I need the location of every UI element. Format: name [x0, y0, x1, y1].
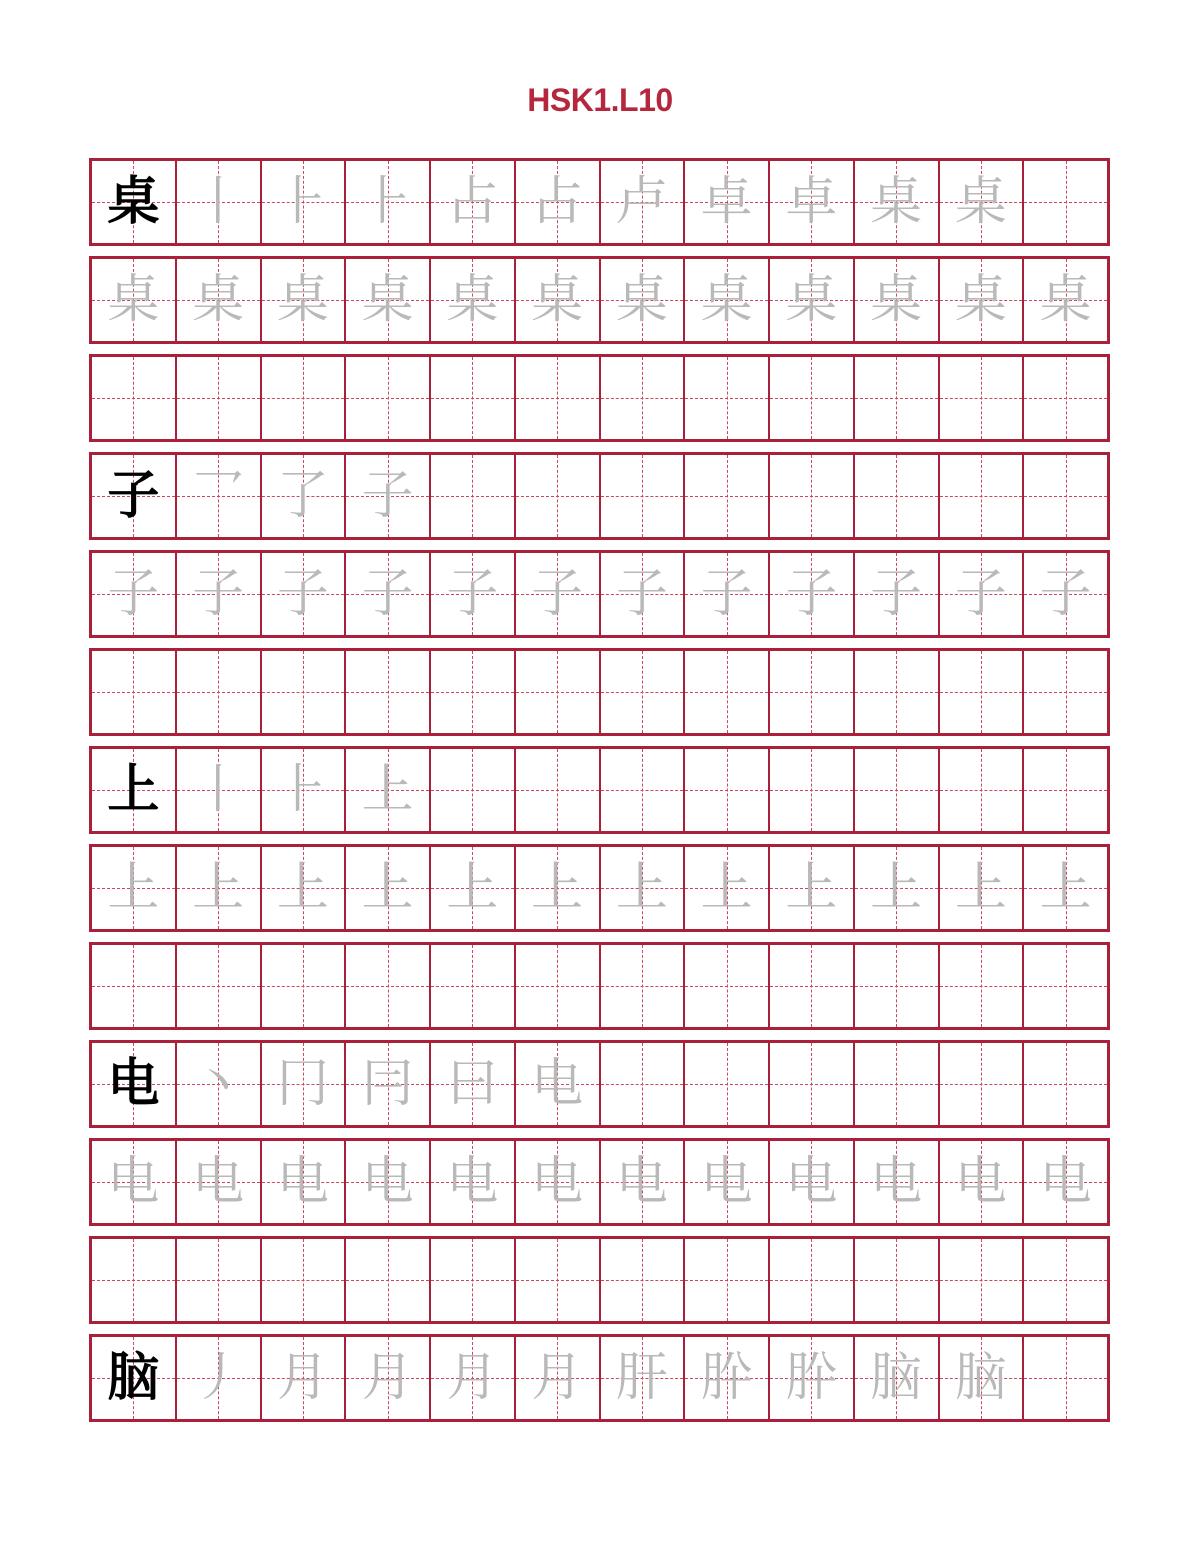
practice-cell	[344, 161, 429, 243]
model-character: 桌	[107, 171, 160, 232]
practice-cell	[768, 1337, 853, 1419]
trace-character: 桌	[276, 270, 329, 330]
blank-cell	[92, 651, 175, 733]
blank-cell	[853, 357, 938, 439]
trace-character: 上	[446, 858, 499, 918]
trace-character: 子	[870, 564, 923, 624]
trace-character: 电	[785, 1152, 838, 1212]
practice-cell	[853, 749, 938, 831]
stroke-step: 脑	[870, 1348, 923, 1408]
trace-character: 电	[276, 1152, 329, 1212]
practice-sheet	[89, 158, 1110, 1432]
trace-cell	[853, 259, 938, 341]
trace-character: 电	[1039, 1152, 1092, 1212]
trace-cell	[344, 1141, 429, 1223]
practice-cell	[938, 1043, 1023, 1125]
blank-cell	[175, 357, 260, 439]
blank-cell	[938, 1239, 1023, 1321]
trace-character: 上	[785, 858, 838, 918]
blank-cell	[683, 651, 768, 733]
practice-cell	[514, 161, 599, 243]
practice-cell	[768, 1043, 853, 1125]
stroke-step: 冃	[361, 1054, 414, 1114]
trace-cell	[768, 847, 853, 929]
blank-cell	[1022, 945, 1107, 1027]
practice-cell	[92, 749, 175, 831]
practice-cell	[683, 455, 768, 537]
trace-cell	[1022, 1141, 1107, 1223]
stroke-step: 电	[531, 1054, 584, 1114]
blank-cell	[92, 1239, 175, 1321]
trace-cell	[938, 1141, 1023, 1223]
practice-cell	[683, 1337, 768, 1419]
trace-character: 电	[700, 1152, 753, 1212]
practice-cell	[175, 1043, 260, 1125]
trace-character: 子	[954, 564, 1007, 624]
trace-cell	[344, 553, 429, 635]
practice-cell	[938, 161, 1023, 243]
stroke-step: 月	[446, 1348, 499, 1408]
blank-cell	[1022, 651, 1107, 733]
practice-cell	[768, 749, 853, 831]
trace-cell	[1022, 259, 1107, 341]
trace-cell	[429, 1141, 514, 1223]
trace-character: 桌	[615, 270, 668, 330]
trace-character: 电	[192, 1152, 245, 1212]
blank-cell	[175, 1239, 260, 1321]
blank-cell	[514, 945, 599, 1027]
trace-cell	[938, 259, 1023, 341]
trace-character: 桌	[954, 270, 1007, 330]
stroke-step: 上	[361, 760, 414, 820]
trace-cell	[175, 259, 260, 341]
trace-character: 上	[615, 858, 668, 918]
stroke-step: 月	[276, 1348, 329, 1408]
trace-cell	[683, 259, 768, 341]
trace-cell	[768, 1141, 853, 1223]
blank-cell	[260, 1239, 345, 1321]
stroke-order-row	[89, 746, 1110, 834]
blank-cell	[260, 651, 345, 733]
trace-character: 子	[361, 564, 414, 624]
stroke-order-row	[89, 1334, 1110, 1422]
practice-cell	[260, 1043, 345, 1125]
practice-cell	[938, 1337, 1023, 1419]
blank-cell	[514, 357, 599, 439]
trace-character: 电	[107, 1152, 160, 1212]
blank-cell	[683, 945, 768, 1027]
blank-cell	[683, 1239, 768, 1321]
stroke-step: 占	[446, 172, 499, 232]
practice-cell	[599, 161, 684, 243]
trace-character: 桌	[870, 270, 923, 330]
blank-cell	[768, 945, 853, 1027]
trace-character: 子	[107, 564, 160, 624]
trace-cell	[260, 553, 345, 635]
trace-cell	[514, 553, 599, 635]
model-character: 电	[107, 1053, 160, 1114]
trace-cell	[260, 847, 345, 929]
trace-cell	[853, 847, 938, 929]
model-character: 脑	[107, 1347, 160, 1408]
practice-cell	[599, 1337, 684, 1419]
practice-cell	[175, 161, 260, 243]
stroke-step: 月	[361, 1348, 414, 1408]
blank-cell	[344, 651, 429, 733]
trace-character: 电	[531, 1152, 584, 1212]
stroke-step: 丨	[192, 760, 245, 820]
stroke-step: 桌	[954, 172, 1007, 232]
practice-cell	[260, 161, 345, 243]
stroke-step: 乛	[192, 466, 245, 526]
blank-cell	[599, 357, 684, 439]
trace-character: 电	[615, 1152, 668, 1212]
blank-cell	[599, 1239, 684, 1321]
practice-cell	[344, 1043, 429, 1125]
practice-cell	[175, 455, 260, 537]
trace-character: 上	[700, 858, 753, 918]
blank-cell	[429, 945, 514, 1027]
trace-character: 电	[361, 1152, 414, 1212]
trace-character: 桌	[785, 270, 838, 330]
model-character: 子	[107, 465, 160, 526]
stroke-step: 肝	[615, 1348, 668, 1408]
blank-cell	[1022, 1239, 1107, 1321]
blank-row	[89, 648, 1110, 736]
stroke-step: 占	[531, 172, 584, 232]
practice-cell	[514, 455, 599, 537]
stroke-step: 肸	[785, 1348, 838, 1408]
trace-cell	[92, 553, 175, 635]
stroke-step: ⺊	[276, 172, 329, 232]
stroke-step: 脑	[954, 1348, 1007, 1408]
trace-cell	[92, 1141, 175, 1223]
blank-cell	[175, 945, 260, 1027]
stroke-step: ⺊	[276, 760, 329, 820]
blank-cell	[599, 945, 684, 1027]
blank-cell	[514, 651, 599, 733]
trace-character: 上	[276, 858, 329, 918]
blank-cell	[853, 945, 938, 1027]
trace-character: 上	[107, 858, 160, 918]
tracing-row	[89, 550, 1110, 638]
stroke-step: 卓	[700, 172, 753, 232]
page-title: HSK1.L10	[527, 82, 673, 118]
tracing-row	[89, 1138, 1110, 1226]
practice-cell	[853, 455, 938, 537]
trace-character: 桌	[531, 270, 584, 330]
trace-cell	[514, 847, 599, 929]
practice-cell	[938, 455, 1023, 537]
trace-cell	[683, 553, 768, 635]
practice-cell	[92, 161, 175, 243]
tracing-row	[89, 844, 1110, 932]
practice-cell	[429, 455, 514, 537]
stroke-order-row	[89, 158, 1110, 246]
trace-character: 上	[531, 858, 584, 918]
trace-cell	[260, 1141, 345, 1223]
trace-cell	[344, 847, 429, 929]
stroke-step: ⺊	[361, 172, 414, 232]
blank-cell	[683, 357, 768, 439]
trace-cell	[429, 847, 514, 929]
stroke-step: 卢	[615, 172, 668, 232]
trace-character: 子	[446, 564, 499, 624]
blank-row	[89, 1236, 1110, 1324]
practice-cell	[853, 161, 938, 243]
trace-cell	[175, 553, 260, 635]
blank-cell	[938, 357, 1023, 439]
trace-cell	[1022, 553, 1107, 635]
blank-cell	[768, 651, 853, 733]
trace-cell	[92, 847, 175, 929]
trace-character: 桌	[446, 270, 499, 330]
practice-cell	[429, 1043, 514, 1125]
trace-character: 子	[276, 564, 329, 624]
blank-cell	[768, 357, 853, 439]
practice-cell	[683, 749, 768, 831]
blank-cell	[429, 1239, 514, 1321]
trace-cell	[599, 847, 684, 929]
stroke-step: 桌	[870, 172, 923, 232]
practice-cell	[514, 749, 599, 831]
trace-cell	[514, 259, 599, 341]
blank-cell	[853, 1239, 938, 1321]
blank-cell	[599, 651, 684, 733]
practice-cell	[768, 161, 853, 243]
stroke-step: 了	[276, 466, 329, 526]
practice-cell	[768, 455, 853, 537]
trace-cell	[175, 1141, 260, 1223]
practice-cell	[599, 749, 684, 831]
practice-cell	[92, 1337, 175, 1419]
trace-cell	[938, 553, 1023, 635]
trace-character: 桌	[361, 270, 414, 330]
trace-character: 桌	[192, 270, 245, 330]
trace-cell	[768, 259, 853, 341]
blank-cell	[92, 357, 175, 439]
practice-cell	[1022, 749, 1107, 831]
blank-cell	[429, 357, 514, 439]
practice-cell	[429, 161, 514, 243]
stroke-step: 肸	[700, 1348, 753, 1408]
blank-cell	[344, 945, 429, 1027]
stroke-step: 曰	[446, 1054, 499, 1114]
practice-cell	[175, 749, 260, 831]
trace-character: 上	[870, 858, 923, 918]
practice-cell	[938, 749, 1023, 831]
stroke-step: 丿	[192, 1348, 245, 1408]
practice-cell	[344, 455, 429, 537]
blank-cell	[92, 945, 175, 1027]
trace-cell	[92, 259, 175, 341]
blank-cell	[938, 945, 1023, 1027]
practice-cell	[260, 455, 345, 537]
practice-cell	[344, 749, 429, 831]
blank-row	[89, 354, 1110, 442]
tracing-row	[89, 256, 1110, 344]
blank-cell	[429, 651, 514, 733]
stroke-step: 卓	[785, 172, 838, 232]
stroke-step: 丨	[192, 172, 245, 232]
practice-cell	[260, 749, 345, 831]
blank-cell	[260, 945, 345, 1027]
practice-cell	[853, 1043, 938, 1125]
blank-cell	[1022, 357, 1107, 439]
trace-character: 电	[870, 1152, 923, 1212]
practice-cell	[853, 1337, 938, 1419]
practice-cell	[1022, 455, 1107, 537]
stroke-step: 丶	[192, 1054, 245, 1114]
practice-cell	[514, 1337, 599, 1419]
blank-cell	[853, 651, 938, 733]
trace-cell	[599, 1141, 684, 1223]
trace-cell	[853, 1141, 938, 1223]
blank-cell	[768, 1239, 853, 1321]
practice-cell	[92, 1043, 175, 1125]
practice-cell	[599, 1043, 684, 1125]
trace-cell	[1022, 847, 1107, 929]
blank-cell	[175, 651, 260, 733]
blank-cell	[260, 357, 345, 439]
stroke-step: 冂	[276, 1054, 329, 1114]
blank-cell	[514, 1239, 599, 1321]
trace-character: 上	[1039, 858, 1092, 918]
trace-cell	[938, 847, 1023, 929]
trace-character: 桌	[700, 270, 753, 330]
trace-character: 子	[785, 564, 838, 624]
stroke-order-row	[89, 452, 1110, 540]
practice-cell	[683, 161, 768, 243]
practice-cell	[429, 749, 514, 831]
trace-cell	[429, 553, 514, 635]
practice-cell	[175, 1337, 260, 1419]
trace-cell	[683, 1141, 768, 1223]
trace-cell	[599, 259, 684, 341]
model-character: 上	[107, 759, 160, 820]
trace-cell	[175, 847, 260, 929]
trace-character: 子	[615, 564, 668, 624]
practice-cell	[344, 1337, 429, 1419]
practice-cell	[599, 455, 684, 537]
trace-character: 子	[1039, 564, 1092, 624]
blank-cell	[938, 651, 1023, 733]
trace-cell	[683, 847, 768, 929]
trace-cell	[853, 553, 938, 635]
trace-character: 电	[954, 1152, 1007, 1212]
trace-cell	[514, 1141, 599, 1223]
trace-cell	[344, 259, 429, 341]
stroke-step: 子	[361, 466, 414, 526]
stroke-step: 月	[531, 1348, 584, 1408]
trace-character: 上	[192, 858, 245, 918]
blank-row	[89, 942, 1110, 1030]
practice-cell	[1022, 1043, 1107, 1125]
practice-cell	[260, 1337, 345, 1419]
practice-cell	[1022, 1337, 1107, 1419]
practice-cell	[1022, 161, 1107, 243]
trace-character: 桌	[1039, 270, 1092, 330]
trace-character: 桌	[107, 270, 160, 330]
practice-cell	[683, 1043, 768, 1125]
trace-character: 电	[446, 1152, 499, 1212]
practice-cell	[429, 1337, 514, 1419]
blank-cell	[344, 357, 429, 439]
trace-character: 子	[700, 564, 753, 624]
trace-cell	[768, 553, 853, 635]
trace-character: 子	[531, 564, 584, 624]
trace-character: 子	[192, 564, 245, 624]
trace-character: 上	[361, 858, 414, 918]
trace-cell	[599, 553, 684, 635]
stroke-order-row	[89, 1040, 1110, 1128]
trace-character: 上	[954, 858, 1007, 918]
practice-cell	[92, 455, 175, 537]
blank-cell	[344, 1239, 429, 1321]
trace-cell	[260, 259, 345, 341]
practice-cell	[514, 1043, 599, 1125]
trace-cell	[429, 259, 514, 341]
